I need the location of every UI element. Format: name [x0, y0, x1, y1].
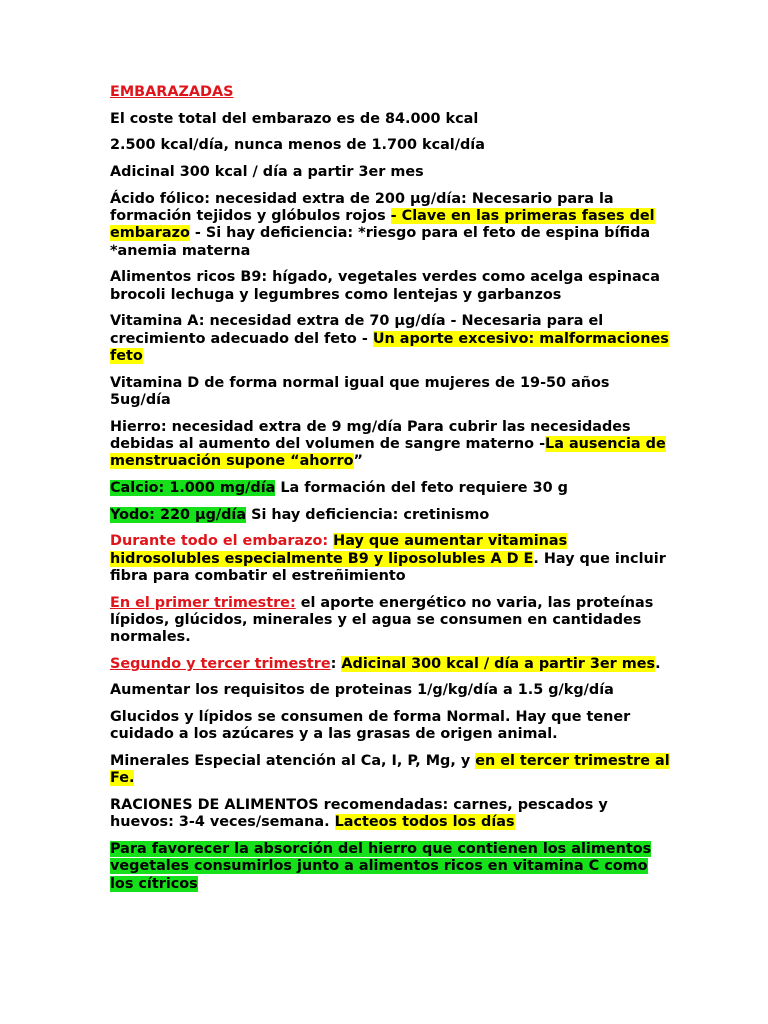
paragraph-daily-kcal: 2.500 kcal/día, nunca menos de 1.700 kcal/día	[110, 137, 485, 154]
paragraph-vitamin-d: Vitamina D de forma normal igual que mujeres de 19-50 años 5ug/día	[110, 374, 610, 408]
paragraph-iron	[110, 419, 670, 471]
calcium-text: La formación del feto requiere 30 g	[275, 479, 568, 496]
paragraph-whole-pregnancy	[110, 533, 670, 585]
folic-acid-text: Ácido fólico: necesidad extra de 200 μg/día: Necesario para la formación tejidos y glóbulos rojos	[110, 190, 614, 225]
minerals-highlight: en el tercer trimestre al Fe.	[110, 753, 670, 787]
iodine-text: Si hay deficiencia: cretinismo	[246, 506, 490, 523]
second-third-trimester-period: .	[655, 655, 661, 672]
food-rations-highlight: Lacteos todos los días	[334, 814, 515, 831]
paragraph-carbs-lipids: Glucidos y lípidos se consumen de forma Normal. Hay que tener cuidado a los azúcares y a las grasas de origen animal.	[110, 709, 631, 743]
first-trimester-label: En el primer trimestre:	[110, 594, 296, 611]
whole-pregnancy-text: . Hay que incluir fibra para combatir el estreñimiento	[110, 550, 666, 584]
iron-closing-quote: ”	[353, 453, 363, 470]
first-trimester-text: el aporte energético no varia, las proteínas lípidos, glúcidos, minerales y el agua se consumen en cantidades normales.	[110, 594, 654, 646]
minerals-text: Minerales Especial atención al Ca, I, P, Mg, y	[110, 753, 476, 770]
second-third-trimester-label: Segundo y tercer trimestre	[110, 655, 331, 672]
document-title: EMBARAZADAS	[110, 84, 234, 100]
iron-absorption-highlight: Para favorecer la absorción del hierro que contienen los alimentos vegetales consumirlos junto a alimentos ricos en vitamina C como los cítricos	[110, 841, 652, 892]
food-rations-text: RACIONES DE ALIMENTOS recomendadas: carnes, pescados y huevos: 3-4 veces/semana.	[110, 797, 608, 831]
paragraph-vitamin-a	[110, 313, 670, 365]
paragraph-protein: Aumentar los requisitos de proteinas 1/g/kg/día a 1.5 g/kg/día	[110, 682, 614, 699]
paragraph-folic-acid	[110, 191, 670, 260]
folic-acid-deficiency-text: - Si hay deficiencia: *riesgo para el feto de espina bífida *anemia materna	[110, 225, 651, 259]
calcium-highlight: Calcio: 1.000 mg/día	[110, 479, 276, 496]
paragraph-food-rations	[110, 797, 670, 832]
paragraph-iron-absorption	[110, 841, 670, 893]
folic-acid-highlight: - Clave en las primeras fases del embarazo	[110, 208, 655, 242]
paragraph-minerals	[110, 753, 670, 788]
iron-text: Hierro: necesidad extra de 9 mg/día Para cubrir las necesidades debidas al aumento del volumen de sangre materno -	[110, 418, 631, 452]
vitamin-a-highlight: Un aporte excesivo: malformaciones feto	[110, 330, 669, 364]
paragraph-iodine	[110, 507, 670, 524]
iodine-highlight: Yodo: 220 μg/día	[110, 506, 247, 523]
paragraph-calcium	[110, 480, 670, 497]
whole-pregnancy-label: Durante todo el embarazo:	[110, 533, 329, 550]
paragraph-additional-kcal: Adicinal 300 kcal / día a partir 3er mes	[110, 164, 424, 181]
whole-pregnancy-highlight: Hay que aumentar vitaminas hidrosolubles especialmente B9 y liposolubles A D E	[110, 533, 568, 567]
iron-highlight: La ausencia de menstruación supone “ahorro	[110, 435, 666, 470]
paragraph-first-trimester	[110, 595, 670, 647]
second-third-trimester-colon: :	[330, 655, 342, 672]
document-body	[110, 84, 670, 902]
paragraph-second-third-trimester	[110, 656, 670, 673]
paragraph-total-cost: El coste total del embarazo es de 84.000 kcal	[110, 110, 479, 127]
paragraph-b9-foods: Alimentos ricos B9: hígado, vegetales verdes como acelga espinaca brocoli lechuga y legumbres como lentejas y garbanzos	[110, 269, 660, 303]
vitamin-a-text: Vitamina A: necesidad extra de 70 μg/día - Necesaria para el crecimiento adecuado del feto -	[110, 313, 604, 347]
second-third-trimester-highlight: Adicinal 300 kcal / día a partir 3er mes	[341, 655, 656, 672]
